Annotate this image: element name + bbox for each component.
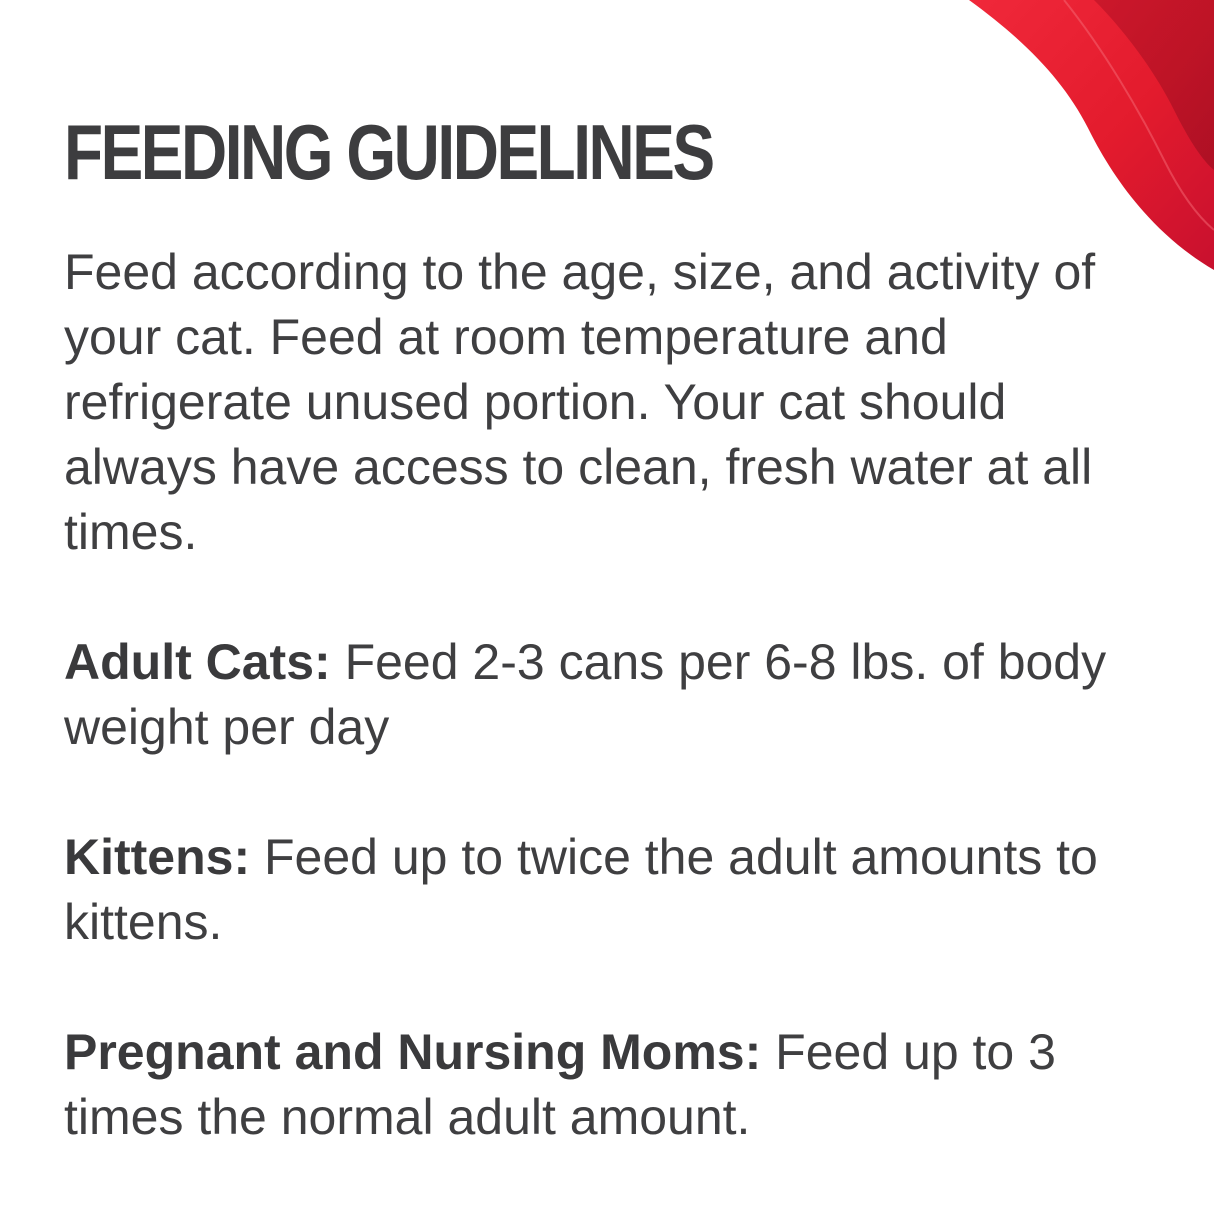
page-title: FEEDING GUIDELINES xyxy=(64,108,713,196)
adult-cats-guideline xyxy=(64,630,1124,760)
kittens-text: Feed up to twice the adult amounts to kittens. xyxy=(64,829,1098,950)
kittens-guideline xyxy=(64,825,1124,955)
adult-cats-label: Adult Cats: xyxy=(64,634,331,690)
intro-paragraph: Feed according to the age, size, and activity of your cat. Feed at room temperature and refrigerate unused portion. Your cat should always have access to clean, fresh water at all times. xyxy=(64,244,1096,560)
adult-cats-text: Feed 2-3 cans per 6-8 lbs. of body weight per day xyxy=(64,634,1107,755)
pregnant-nursing-guideline xyxy=(64,1020,1124,1150)
pregnant-nursing-label: Pregnant and Nursing Moms: xyxy=(64,1024,762,1080)
feeding-guidelines-panel xyxy=(64,108,1124,1150)
kittens-label: Kittens: xyxy=(64,829,251,885)
pregnant-nursing-text: Feed up to 3 times the normal adult amount. xyxy=(64,1024,1056,1145)
